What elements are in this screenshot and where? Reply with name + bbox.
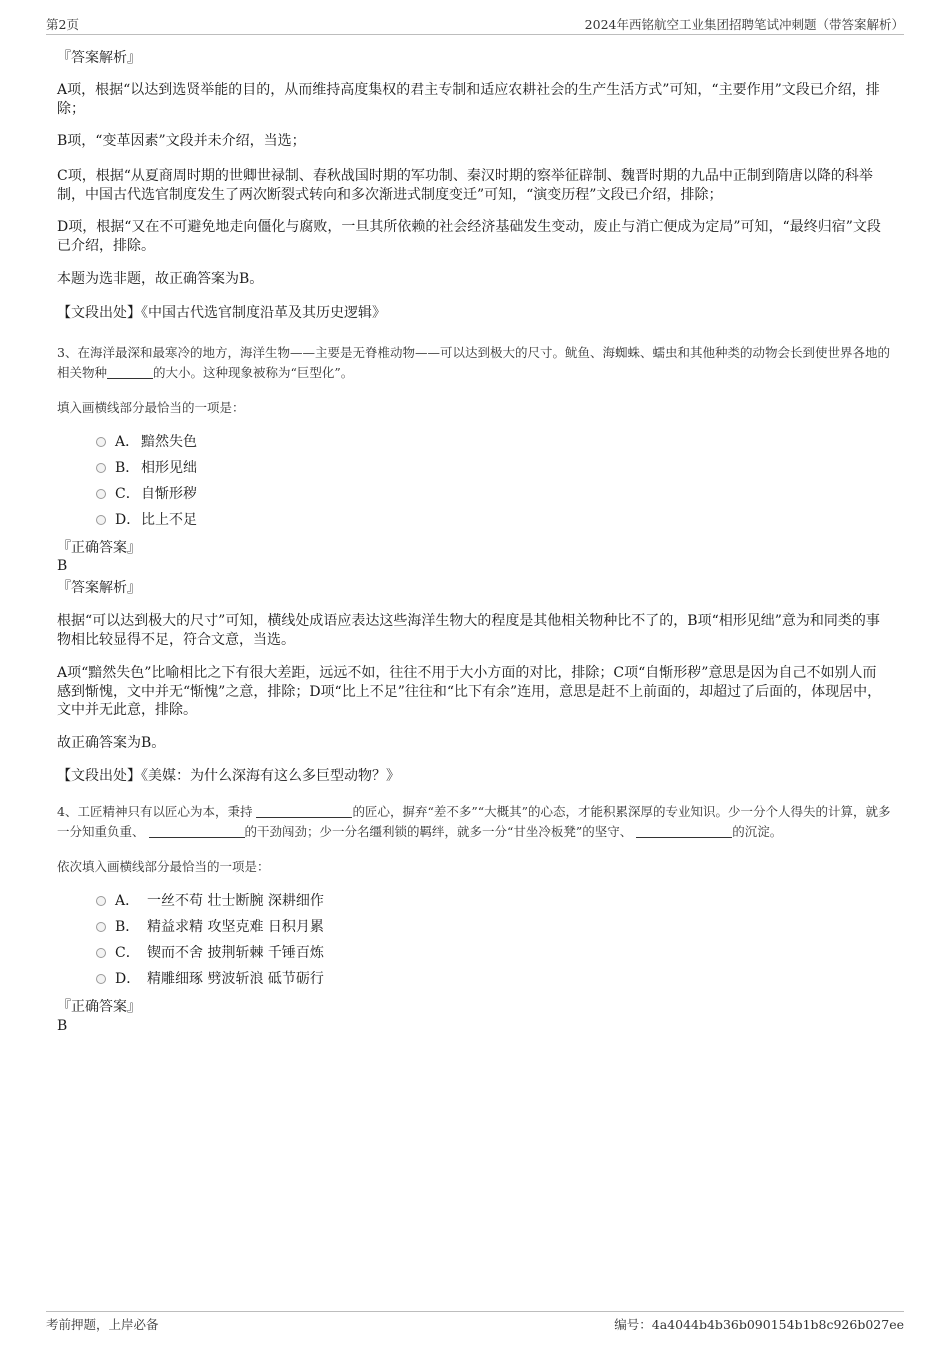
page-footer: [46, 1311, 904, 1334]
q4-blank-3: [636, 824, 732, 838]
radio-icon[interactable]: [96, 515, 106, 525]
radio-icon[interactable]: [96, 948, 106, 958]
q4-option-b[interactable]: B． 精益求精 攻坚克难 日积月累: [96, 918, 324, 936]
q3-option-c[interactable]: C．自惭形秽: [96, 485, 197, 503]
q4-option-d[interactable]: D． 精雕细琢 劈波斩浪 砥节砺行: [96, 970, 324, 988]
q3-conclusion: 故正确答案为B。: [57, 735, 166, 751]
q4-prompt: 依次填入画横线部分最恰当的一项是：: [57, 859, 270, 874]
q3-stem-part2: 的大小。这种现象被称为“巨型化”。: [153, 365, 354, 380]
q3-stem: [57, 343, 898, 383]
q4-blank-1: [256, 804, 352, 818]
page-number: 第2页: [46, 17, 79, 32]
q2-conclusion: 本题为选非题，故正确答案为B。: [57, 271, 264, 287]
footer-serial: 编号：4a4044b4b36b090154b1b8c926b027ee: [614, 1317, 904, 1332]
q4-correct-title: 『正确答案』: [57, 999, 141, 1015]
radio-icon[interactable]: [96, 974, 106, 984]
q3-analysis-title: 『答案解析』: [57, 580, 141, 596]
q3-analysis-p2: A项“黯然失色”比喻相比之下有很大差距，远远不如，往往不用于大小方面的对比，排除；C项“自惭形秽”意思是因为自己不如别人而感到惭愧，文中并无“惭愧”之意，排除；D项“比上不足”往往和“比下有余”连用，意思是赶不上前面的，却超过了后面的，体现居中，文中并无此意，排除。: [57, 665, 882, 718]
document-title: 2024年西铭航空工业集团招聘笔试冲刺题（带答案解析）: [584, 17, 904, 32]
q3-analysis-p1: 根据“可以达到极大的尺寸”可知，横线处成语应表达这些海洋生物大的程度是其他相关物种比不了的，B项“相形见绌”意为和同类的事物相比较显得不足，符合文意，当选。: [57, 613, 880, 648]
radio-icon[interactable]: [96, 489, 106, 499]
q3-correct-answer: B: [57, 558, 68, 574]
q4-correct-answer: B: [57, 1018, 68, 1034]
q2-analysis-title: 『答案解析』: [57, 50, 141, 66]
q2-analysis-a: A项，根据“以达到选贤举能的目的，从而维持高度集权的君主专制和适应农耕社会的生产生活方式”可知，“主要作用”文段已介绍，排除；: [57, 82, 880, 117]
q3-correct-title: 『正确答案』: [57, 540, 141, 556]
q3-prompt: 填入画横线部分最恰当的一项是：: [57, 400, 245, 415]
q3-option-a[interactable]: A． 黯然失色: [96, 433, 197, 451]
q3-stem-part1: 3、在海洋最深和最寒冷的地方，海洋生物——主要是无脊椎动物——可以达到极大的尺寸。鱿鱼、海蜘蛛、蠕虫和其他种类的动物会长到使世界各地的相关物种: [57, 345, 890, 380]
q3-option-d[interactable]: D．比上不足: [96, 511, 197, 529]
q4-option-c[interactable]: C． 锲而不舍 披荆斩棘 千锤百炼: [96, 944, 324, 962]
q2-analysis-d: D项，根据“又在不可避免地走向僵化与腐败，一旦其所依赖的社会经济基础发生变动，废止与消亡便成为定局”可知，“最终归宿”文段已介绍，排除。: [57, 219, 881, 254]
q2-analysis-c: C项，根据“从夏商周时期的世卿世禄制、春秋战国时期的军功制、秦汉时期的察举征辟制、魏晋时期的九品中正制到隋唐以降的科举制，中国古代选官制度发生了两次断裂式转向和多次渐进式制度变迁”可知，“演变历程”文段已介绍，排除；: [57, 168, 873, 203]
q3-source: 【文段出处】《美媒：为什么深海有这么多巨型动物？》: [57, 768, 400, 784]
q4-option-a[interactable]: A． 一丝不苟 壮士断腕 深耕细作: [96, 892, 324, 910]
q4-stem: 4、工匠精神只有以匠心为本，秉持 的匠心，摒弃“差不多”“大概其”的心态，才能积累深厚的专业知识。少一分个人得失的计算，就多一分知重负重、 的干劲闯劲；少一分名缰利锁的羁绊，就多一分“甘坐冷板凳”的坚守、 的沉淀。: [57, 804, 891, 839]
page-header: [46, 14, 904, 35]
q3-blank: [107, 365, 153, 379]
q2-analysis-b: B项，“变革因素”文段并未介绍，当选；: [57, 133, 306, 149]
q3-option-b[interactable]: B． 相形见绌: [96, 459, 197, 477]
q4-blank-2: [149, 824, 245, 838]
radio-icon[interactable]: [96, 437, 106, 447]
radio-icon[interactable]: [96, 463, 106, 473]
q2-source: 【文段出处】《中国古代选官制度沿革及其历史逻辑》: [57, 305, 386, 321]
footer-slogan: 考前押题，上岸必备: [46, 1317, 159, 1332]
radio-icon[interactable]: [96, 896, 106, 906]
radio-icon[interactable]: [96, 922, 106, 932]
